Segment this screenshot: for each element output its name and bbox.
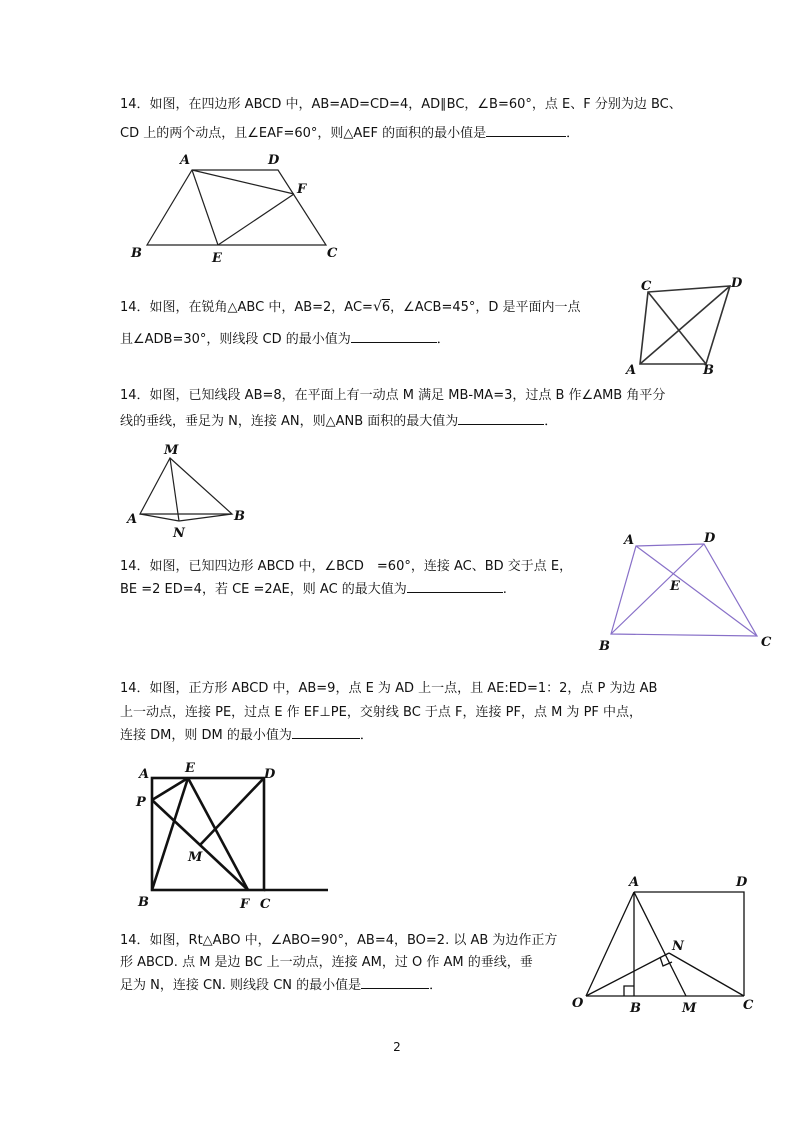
p2-sqrt-arg: 6 [381, 300, 391, 315]
p1-answer-blank [486, 122, 566, 137]
p5-answer-blank [292, 724, 360, 739]
p4-label-e: E [670, 579, 680, 594]
p3-text-line2-main: 线的垂线，垂足为 N，连接 AN，则△ANB 面积的最大值为 [120, 414, 459, 429]
p3-triangle-amb [140, 458, 232, 514]
p3-text-line1: 14．如图，已知线段 AB=8，在平面上有一动点 M 满足 MB-MA=3，过点 B 作∠AMB 角平分 [120, 388, 666, 403]
p1-seg-ae [192, 170, 218, 245]
p4-figure [594, 528, 784, 656]
p3-text-line2-end: ． [544, 414, 558, 429]
p5-label-f: F [240, 897, 250, 912]
p1-figure [126, 148, 346, 266]
p3-label-a: A [127, 512, 138, 527]
p1-text-line2 [120, 122, 579, 145]
p2-text-line2 [120, 328, 450, 351]
p6-text-line3-end: ． [429, 978, 443, 993]
p1-label-d: D [268, 153, 280, 168]
p2-text-line1 [120, 296, 581, 319]
p5-figure [130, 756, 340, 916]
p4-label-c: C [761, 635, 772, 650]
p5-label-b: B [138, 895, 149, 910]
p5-seg-be [152, 778, 188, 890]
p4-text-line2 [120, 578, 507, 601]
p3-label-b: B [234, 509, 245, 524]
p5-label-e: E [185, 761, 195, 776]
p6-text-line3-main: 足为 N，连接 CN. 则线段 CN 的最小值是 [120, 978, 362, 993]
p5-text-line3-main: 连接 DM，则 DM 的最小值为 [120, 728, 292, 743]
p6-figure [566, 870, 766, 1020]
p5-label-c: C [260, 897, 271, 912]
p1-label-c: C [327, 246, 338, 261]
page-number: 2 [393, 1040, 401, 1054]
p1-text-line2-end: ． [566, 126, 580, 141]
p3-seg-mn [170, 458, 179, 521]
p3-label-n: N [173, 526, 185, 541]
p6-text-line2: 形 ABCD. 点 M 是边 BC 上一动点，连接 AM，过 O 作 AM 的垂线，垂 [120, 955, 533, 970]
p6-square-top-right [634, 892, 744, 996]
p6-label-c: C [743, 998, 754, 1013]
p5-label-a: A [139, 767, 150, 782]
p4-seg-bd [611, 544, 704, 634]
p4-answer-blank [407, 578, 503, 593]
p2-text-line1-a: 14．如图，在锐角△ABC 中，AB=2，AC= [120, 300, 373, 315]
p5-label-m: M [188, 850, 203, 865]
p6-label-a: A [629, 875, 640, 890]
p2-text-line2-main: 且∠ADB=30°，则线段 CD 的最小值为 [120, 332, 351, 347]
p3-seg-an [140, 514, 179, 521]
p5-text-line3-end: ． [359, 728, 373, 743]
p1-seg-ef [218, 194, 294, 245]
p6-label-n: N [672, 939, 684, 954]
p6-seg-oa [586, 892, 634, 996]
p5-seg-dm [200, 778, 264, 845]
p5-text-line3 [120, 724, 373, 747]
p1-label-a: A [180, 153, 191, 168]
p5-label-d: D [264, 767, 276, 782]
p3-figure [124, 440, 254, 540]
p2-label-a: A [626, 363, 637, 378]
p5-text-line2: 上一动点，连接 PE，过点 E 作 EF⊥PE，交射线 BC 于点 F，连接 PF，点 M 为 PF 中点， [120, 705, 643, 720]
p6-label-d: D [736, 875, 748, 890]
p6-answer-blank [361, 974, 429, 989]
p4-seg-ac [636, 546, 757, 636]
p3-seg-nb [179, 514, 232, 521]
p4-label-a: A [624, 533, 635, 548]
p1-label-b: B [131, 246, 142, 261]
p6-text-line3 [120, 974, 442, 997]
p6-label-m: M [682, 1001, 697, 1016]
p2-label-c: C [641, 279, 652, 294]
p1-seg-af [192, 170, 294, 194]
p6-label-o: O [572, 996, 584, 1011]
p2-figure [622, 272, 752, 382]
p2-text-line2-end: ． [436, 332, 450, 347]
p4-text-line2-main: BE =2 ED=4，若 CE =2AE，则 AC 的最大值为 [120, 582, 407, 597]
p2-text-line1-b: ，∠ACB=45°，D 是平面内一点 [390, 300, 581, 315]
p4-quad-abcd [611, 544, 757, 636]
p5-seg-ef [188, 778, 248, 890]
p4-text-line2-end: . [502, 582, 507, 597]
p3-label-m: M [164, 443, 179, 458]
p2-label-b: B [703, 363, 714, 378]
p1-label-e: E [212, 251, 222, 266]
p2-answer-blank [351, 328, 437, 343]
p5-text-line1: 14．如图，正方形 ABCD 中，AB=9，点 E 为 AD 上一点，且 AE:ED=1：2，点 P 为边 AB [120, 681, 658, 696]
p6-seg-nc [669, 953, 744, 996]
p6-right-angle-b [624, 986, 634, 996]
p4-label-b: B [599, 639, 610, 654]
p6-seg-on [586, 953, 669, 996]
p4-label-d: D [704, 531, 716, 546]
p1-label-f: F [297, 182, 307, 197]
p3-answer-blank [458, 410, 544, 425]
p3-text-line2 [120, 410, 557, 433]
p4-text-line1: 14．如图，已知四边形 ABCD 中，∠BCD =60°，连接 AC、BD 交于点 E， [120, 559, 573, 574]
p1-text-line2-main: CD 上的两个动点，且∠EAF=60°，则△AEF 的面积的最小值是 [120, 126, 487, 141]
p2-sqrt-symbol: √ [372, 299, 382, 315]
p2-seg-cb [648, 292, 706, 364]
p6-label-b: B [630, 1001, 641, 1016]
p5-label-p: P [136, 795, 146, 810]
p1-text-line1: 14．如图，在四边形 ABCD 中，AB=AD=CD=4，AD∥BC，∠B=60°，点 E、F 分别为边 BC、 [120, 97, 682, 112]
p6-text-line1: 14．如图，Rt△ABO 中，∠ABO=90°，AB=4，BO=2. 以 AB 为边作正方 [120, 933, 558, 948]
p2-label-d: D [731, 276, 743, 291]
